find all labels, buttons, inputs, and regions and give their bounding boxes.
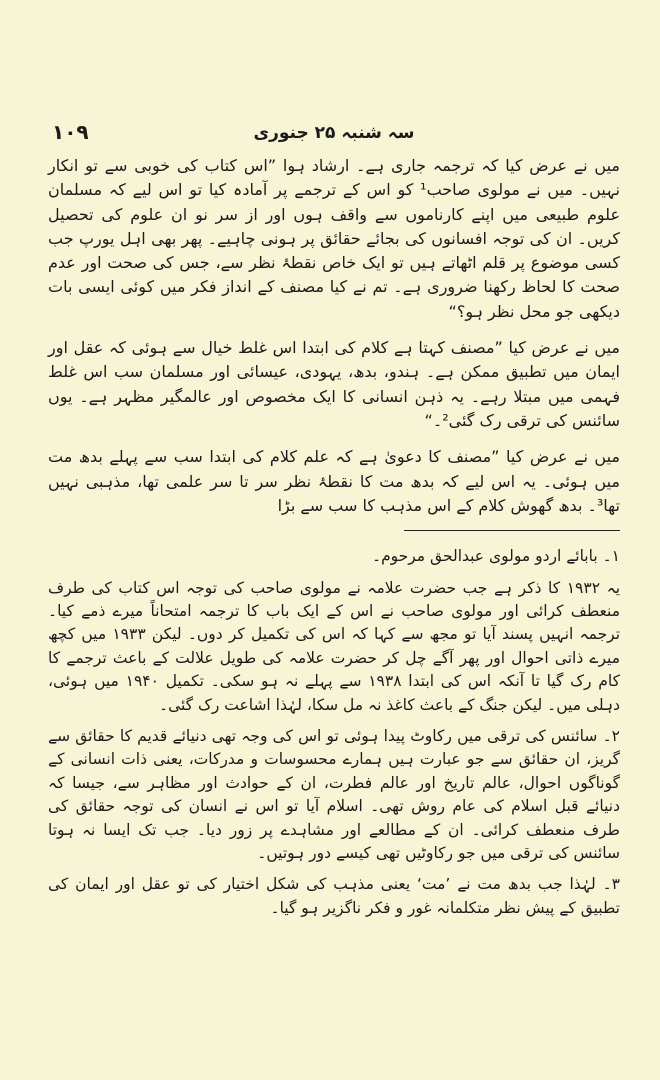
paragraph-1: میں نے عرض کیا کہ ترجمہ جاری ہے۔ ارشاد ہوا ”اس کتاب کی خوبی سے تو انکار نہیں۔ میں نے مولوی صاحب¹ کو اس کے ترجمے پر آمادہ کیا تو اس لیے کہ مسلمان علوم طبیعی میں اپنے کارناموں سے واقف ہوں اور از سر نو ان علوم کی تحصیل کریں۔ ان کی توجہ افسانوں کی بجائے حقائق پر ہونی چاہیے۔ پھر بھی اہل یورپ جب کسی موضوع پر قلم اٹھاتے ہیں تو ایک خاص نقطۂ نظر سے، جس کی صحت اور عدم صحت کا لحاظ رکھنا ضروری ہے۔ تم نے کیا مصنف کے انداز فکر میں کوئی ایسی بات دیکھی جو محل نظر ہو؟“ [48,156,620,321]
paragraph-2: میں نے عرض کیا ”مصنف کہتا ہے کلام کی ابتدا اس غلط خیال سے ہوئی کہ عقل اور ایمان میں تطبیق ممکن ہے۔ ہندو، بدھ، یہودی، عیسائی اور مسلمان سب اس غلط فہمی میں مبتلا رہے۔ یہ ذہن انسانی کا ایک مخصوص اور عالمگیر مظہر ہے۔ یوں سائنس کی ترقی رک گئی²۔“ [48,338,620,430]
footnote-2: ۲۔ سائنس کی ترقی میں رکاوٹ پیدا ہوئی تو اس کی وجہ تھی دنیائے قدیم کا حقائق سے گریز، ان حقائق سے جو عبارت ہیں ہمارے محسوسات و مدرکات، یعنی ذات انسانی کے گوناگوں احوال، عالم تاریخ اور عالم فطرت، ان کے حوادث اور مظاہر سے، جیسا کہ دنیائے قبل اسلام کی عام روش تھی۔ اسلام آیا تو اس نے انسان کی توجہ حقائق کی طرف منعطف کرائی۔ ان کے مطالعے اور مشاہدے پر زور دیا۔ جب تک ایسا نہ ہوتا سائنس کی ترقی میں جو رکاوٹیں تھی کیسے دور ہوتیں۔ [48,727,620,863]
paragraph-3: میں نے عرض کیا ”مصنف کا دعویٰ ہے کہ علم کلام کی ابتدا سب سے پہلے بدھ مت میں ہوئی۔ یہ اس لیے کہ بدھ مت کا نقطۂ نظر سر تا سر علمی تھا، مذہبی نہیں تھا³۔ بدھ گھوش کلام کے اس مذہب کا سب سے بڑا [48,447,620,515]
footnote-1-continued: یہ ۱۹۳۲ کا ذکر ہے جب حضرت علامہ نے مولوی صاحب کی توجہ اس کتاب کی طرف منعطف کرائی اور مولوی صاحب نے اس کے ایک باب کا ترجمہ امتحاناً میرے ذمے کیا۔ ترجمہ انہیں پسند آیا تو مجھ سے کہا کہ اس کی تکمیل کر دوں۔ لیکن ۱۹۳۳ میں کچھ میرے ذاتی احوال اور پھر آگے چل کر حضرت علامہ کی طویل علالت کے باعث ترجمے کا کام رک گیا تا آنکہ اس کی ابتدا ۱۹۳۸ سے پہلے نہ ہو سکی۔ تکمیل ۱۹۴۰ میں ہوئی، دہلی میں۔ لیکن جنگ کے باعث کاغذ نہ مل سکا، لہٰذا اشاعت رک گئی۔ [48,578,621,714]
running-title: سہ شنبہ ۲۵ جنوری [253,123,415,143]
footnote-3: ۳۔ لہٰذا جب بدھ مت نے ’مت‘ یعنی مذہب کی شکل اختیار کی تو عقل اور ایمان کی تطبیق کے پیش نظر متکلمانہ غور و فکر ناگزیر ہو گیا۔ [48,875,620,917]
page-header [48,120,620,154]
book-page [48,120,620,928]
page-number: ۱۰۹ [52,120,89,144]
footnote-divider [404,530,620,531]
footnote-1: ۱۔ بابائے اردو مولوی عبدالحق مرحوم۔ [371,547,620,566]
